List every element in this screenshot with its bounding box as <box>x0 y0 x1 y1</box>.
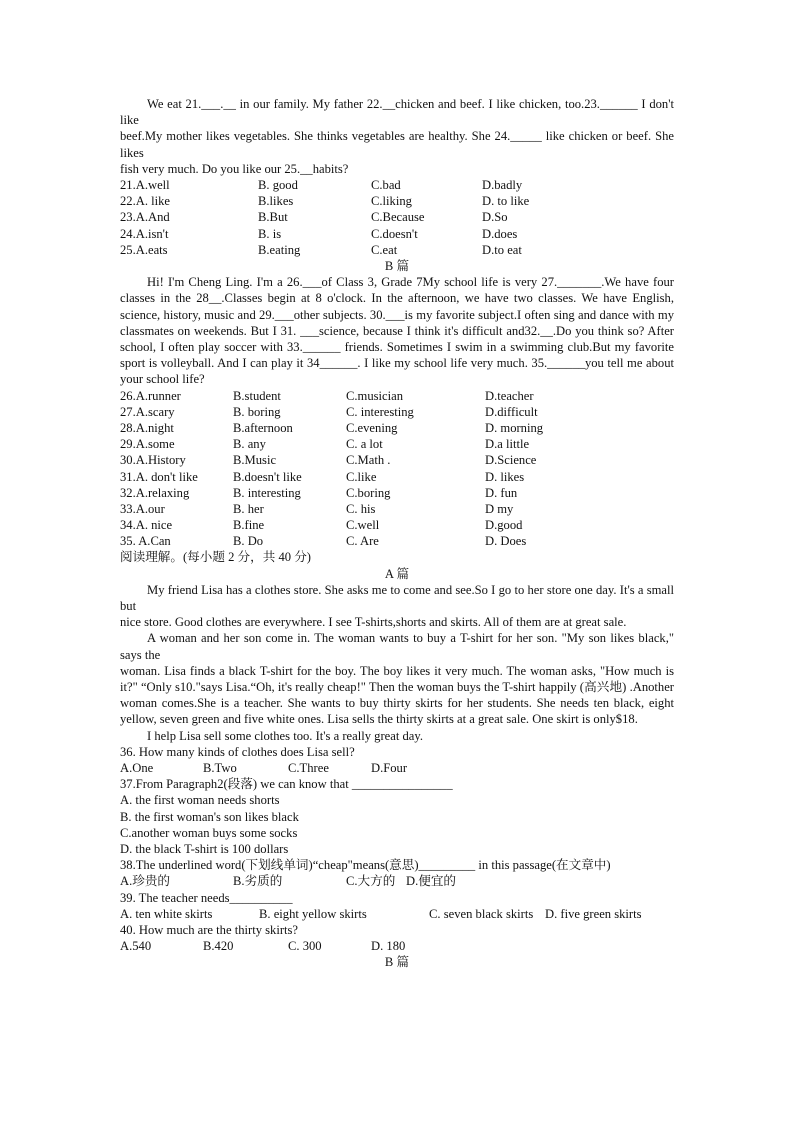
option: D.So <box>482 210 508 225</box>
option: 24.A.isn't <box>120 226 169 241</box>
question-39: 39. The teacher needs__________ <box>120 890 293 905</box>
option: 35. A.Can <box>120 534 171 549</box>
option-row-32 <box>120 485 674 501</box>
option: 26.A.runner <box>120 388 181 403</box>
option: D.teacher <box>485 388 534 403</box>
option: C.Three <box>288 761 329 776</box>
option: 28.A.night <box>120 420 174 435</box>
reading-p3: I help Lisa sell some clothes too. It's a really great day. <box>147 728 423 743</box>
option: C.eat <box>371 242 398 257</box>
cloze-b-options <box>120 388 674 550</box>
option: 34.A. nice <box>120 518 173 533</box>
option: A. ten white skirts <box>120 906 213 921</box>
option: C. Are <box>346 534 379 549</box>
reading-p1-line-1: My friend Lisa has a clothes store. She asks me to come and see.So I go to her store one day. It's a small but <box>120 582 674 614</box>
section-heading-a: A 篇 <box>384 566 410 581</box>
option: D.a little <box>485 437 530 452</box>
option: D.difficult <box>485 404 538 419</box>
option-row-28 <box>120 420 674 436</box>
option: 27.A.scary <box>120 404 175 419</box>
option: A. the first woman needs shorts <box>120 793 280 808</box>
section-heading-reading-b: B 篇 <box>384 955 410 970</box>
option: B.likes <box>258 194 294 209</box>
option: C.musician <box>346 388 404 403</box>
option: C.bad <box>371 178 401 193</box>
option-row-30 <box>120 452 674 468</box>
option-row-22 <box>120 193 674 209</box>
option: B. the first woman's son likes black <box>120 809 299 824</box>
option: 30.A.History <box>120 453 186 468</box>
option: D. Does <box>485 534 527 549</box>
section-heading-b: B 篇 <box>384 258 410 273</box>
reading-p2-line-1: A woman and her son come in. The woman wants to buy a T-shirt for her son. "My son likes black," says the <box>120 631 674 662</box>
question-40: 40. How much are the thirty skirts? <box>120 923 299 938</box>
option: D. five green skirts <box>545 906 642 921</box>
option: B. her <box>233 501 264 516</box>
option-row-35 <box>120 533 674 549</box>
option: A.One <box>120 761 154 776</box>
option: B.劣质的 <box>233 874 283 889</box>
option: B.But <box>258 210 288 225</box>
option: C.evening <box>346 420 398 435</box>
option: B. is <box>258 226 282 241</box>
option: B.student <box>233 388 281 403</box>
option: D.badly <box>482 178 523 193</box>
option-row-24 <box>120 226 674 242</box>
option: D.Science <box>485 453 537 468</box>
option: C. 300 <box>288 939 322 954</box>
option-row-25 <box>120 242 674 258</box>
option: C. a lot <box>346 437 383 452</box>
option: B.Two <box>203 761 237 776</box>
option: B.420 <box>203 939 234 954</box>
option: D. the black T-shirt is 100 dollars <box>120 842 289 857</box>
option: C.Math . <box>346 453 391 468</box>
option: 22.A. like <box>120 194 171 209</box>
reading-p1-line-2: nice store. Good clothes are everywhere. I see T-shirts,shorts and skirts. All of them are at great sale. <box>120 615 627 630</box>
option: 31.A. don't like <box>120 469 198 484</box>
question-38: 38.The underlined word(下划线单词)“cheap"means(意思)_________ in this passage(在文章中) <box>120 858 611 873</box>
option: C.Because <box>371 210 425 225</box>
option-row-26 <box>120 388 674 404</box>
option-row-34 <box>120 517 674 533</box>
option: D. 180 <box>371 939 406 954</box>
option-row-21 <box>120 177 674 193</box>
option-row-29 <box>120 436 674 452</box>
option: 25.A.eats <box>120 242 168 257</box>
option: C.大方的 <box>346 874 396 889</box>
cloze-a-line-1: We eat 21.___.__ in our family. My father 22.__chicken and beef. I like chicken, too.23.______ I don't like <box>120 97 674 128</box>
option: B. any <box>233 437 266 452</box>
question-39-options <box>120 906 674 922</box>
option: D. fun <box>485 485 518 500</box>
question-36-options <box>120 760 674 776</box>
option: C.doesn't <box>371 226 418 241</box>
option: A.540 <box>120 939 152 954</box>
question-38-options <box>120 873 674 889</box>
option: D.does <box>482 226 518 241</box>
option: B.fine <box>233 518 265 533</box>
exam-page <box>120 96 674 971</box>
option: B. boring <box>233 404 281 419</box>
option: B. good <box>258 178 298 193</box>
option: A.珍贵的 <box>120 874 171 889</box>
option: B. interesting <box>233 485 301 500</box>
option: B. eight yellow skirts <box>259 906 367 921</box>
question-37: 37.From Paragraph2(段落) we can know that ________________ <box>120 777 453 792</box>
cloze-a-options <box>120 177 674 258</box>
option: D.good <box>485 518 523 533</box>
option: B.Music <box>233 453 277 468</box>
cloze-a-line-3: fish very much. Do you like our 25.__habits? <box>120 161 349 176</box>
option: B.afternoon <box>233 420 293 435</box>
option: C.boring <box>346 485 391 500</box>
option: B. Do <box>233 534 264 549</box>
option: 23.A.And <box>120 210 170 225</box>
option: C.well <box>346 518 380 533</box>
option: 29.A.some <box>120 437 175 452</box>
option: C.like <box>346 469 377 484</box>
cloze-a-line-2: beef.My mother likes vegetables. She thinks vegetables are healthy. She 24._____ like chicken or beef. She likes <box>120 129 674 160</box>
option-row-31 <box>120 469 674 485</box>
option: C. his <box>346 501 376 516</box>
option: D. morning <box>485 420 544 435</box>
question-40-options <box>120 938 674 954</box>
option-row-27 <box>120 404 674 420</box>
option: 32.A.relaxing <box>120 485 190 500</box>
option: D.便宜的 <box>406 874 457 889</box>
option: B.eating <box>258 242 301 257</box>
option: D. likes <box>485 469 525 484</box>
option: D. to like <box>482 194 530 209</box>
option: 33.A.our <box>120 501 165 516</box>
cloze-b-passage: Hi! I'm Cheng Ling. I'm a 26.___of Class 3, Grade 7My school life is very 27._______.We have four classes in the 28__.Classes begin at 8 o'clock. In the afternoon, we have two classes. We have English, science, history, music and 29.___other subjects. 30.___is my favorite subject.I often sing and dance with my classmates on weekends. But I 31. ___science, because I think it's difficult and32.__.Do you think so? After school, I often play soccer with 33.______ friends. Sometimes I swim in a swimming club.But my favorite sport is volleyball. And I can play it 34______. I like my school life very much. 35.______you tell me about your school life? <box>120 275 674 387</box>
option: D my <box>485 501 514 516</box>
option-row-33 <box>120 501 674 517</box>
option: C.another woman buys some socks <box>120 825 298 840</box>
option: C.liking <box>371 194 412 209</box>
reading-section-title: 阅读理解。(每小题 2 分，共 40 分) <box>120 550 311 565</box>
option: D.to eat <box>482 242 522 257</box>
option: B.doesn't like <box>233 469 302 484</box>
option-row-23 <box>120 209 674 225</box>
reading-p2-line-2: woman. Lisa finds a black T-shirt for the boy. The boy likes it very much. The woman asks, "How much is it?" “Only s10."says Lisa.“Oh, it's really cheap!" Then the woman buys the T-shirt happily (高兴地) .Another woman comes.She is a teacher. She wants to buy thirty skirts for her students. She needs ten black, eight yellow, seven green and five white ones. Lisa sells the thirty skirts at a great sale. One skirt is only$18. <box>120 663 674 727</box>
question-36: 36. How many kinds of clothes does Lisa sell? <box>120 744 355 759</box>
option: D.Four <box>371 761 408 776</box>
option: C. interesting <box>346 404 414 419</box>
option: C. seven black skirts <box>429 906 534 921</box>
option: 21.A.well <box>120 178 170 193</box>
